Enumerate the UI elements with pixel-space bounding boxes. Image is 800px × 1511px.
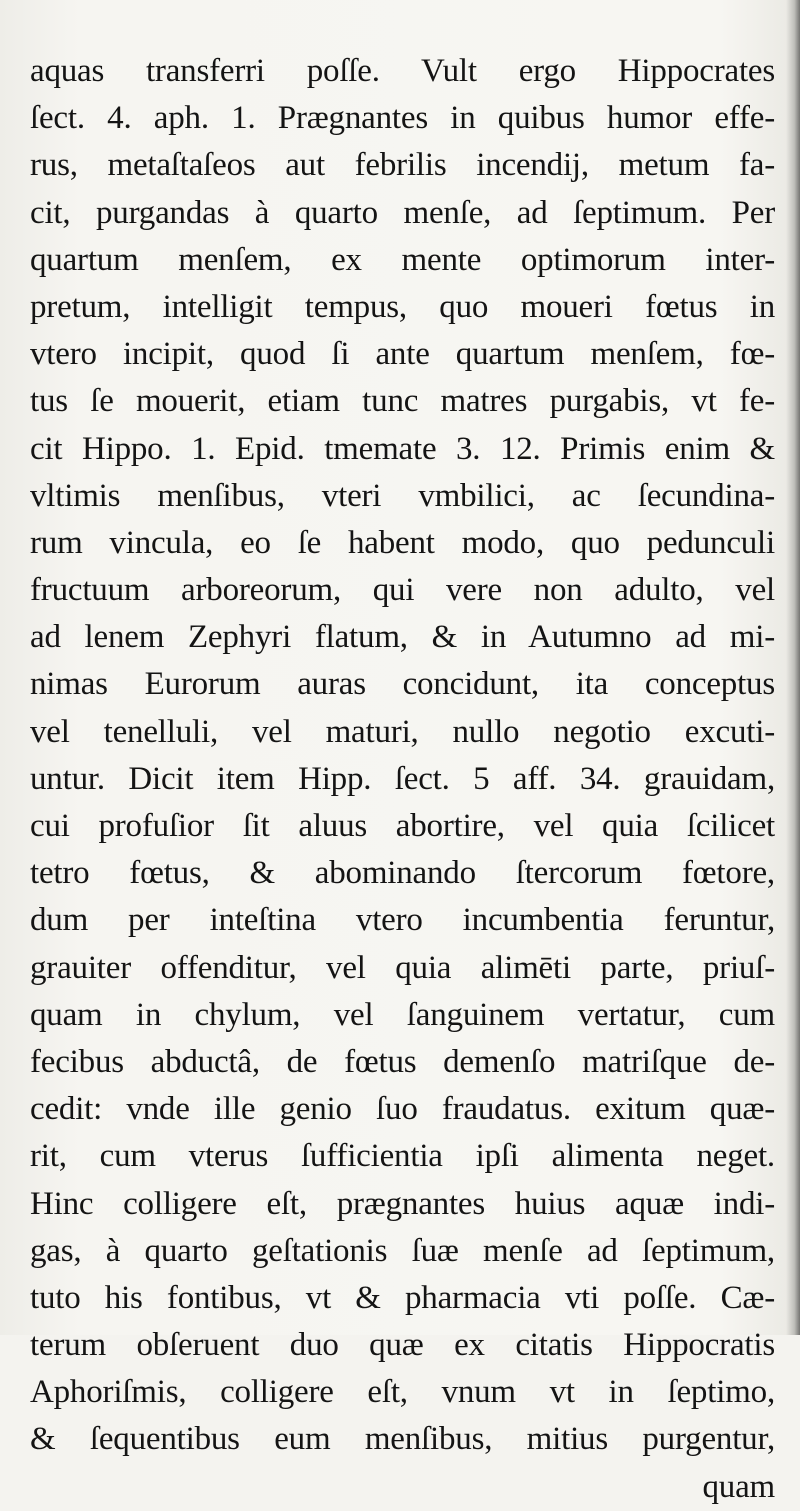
text-line: rum vincula, eo ſe habent modo, quo pedunculi: [30, 524, 775, 561]
text-line: rit, cum vterus ſufficientia ipſi alimenta neget.: [30, 1138, 775, 1175]
text-line: cit, purgandas à quarto menſe, ad ſeptimum. Per: [30, 194, 775, 231]
text-line: cit Hippo. 1. Epid. tmemate 3. 12. Primis enim &: [30, 430, 775, 467]
text-line: vltimis menſibus, vteri vmbilici, ac ſecundina-: [30, 477, 775, 514]
catchword: quam: [702, 1468, 775, 1505]
text-line: nimas Eurorum auras concidunt, ita conceptus: [30, 666, 775, 703]
text-line: untur. Dicit item Hipp. ſect. 5 aff. 34. grauidam,: [30, 760, 775, 797]
text-line: vel tenelluli, vel maturi, nullo negotio excuti-: [30, 713, 775, 750]
text-line: vtero incipit, quod ſi ante quartum menſem, fœ-: [30, 336, 775, 373]
text-line: tetro fœtus, & abominando ſtercorum fœtore,: [30, 855, 775, 892]
text-line: pretum, intelligit tempus, quo moueri fœtus in: [30, 288, 775, 325]
text-line: Aphoriſmis, colligere eſt, vnum vt in ſeptimo,: [30, 1374, 775, 1411]
text-line: & ſequentibus eum menſibus, mitius purgentur,: [30, 1421, 775, 1458]
text-line: quartum menſem, ex mente optimorum inter-: [30, 241, 775, 278]
body-text: [30, 48, 775, 1511]
text-line: Hinc colligere eſt, prægnantes huius aquæ indi-: [30, 1185, 775, 1222]
text-line: gas, à quarto geſtationis ſuæ menſe ad ſeptimum,: [30, 1232, 775, 1269]
text-line: quam in chylum, vel ſanguinem vertatur, cum: [30, 996, 775, 1033]
text-line: ſect. 4. aph. 1. Prægnantes in quibus humor effe-: [30, 100, 775, 137]
text-line: grauiter offenditur, vel quia alimēti parte, priuſ-: [30, 949, 775, 986]
text-line: ad lenem Zephyri flatum, & in Autumno ad mi-: [30, 619, 775, 656]
text-line: terum obſeruent duo quæ ex citatis Hippocratis: [30, 1327, 775, 1364]
text-line: rus, metaſtaſeos aut febrilis incendij, metum fa-: [30, 147, 775, 184]
page-edge-shadow: [786, 0, 800, 1335]
text-line: aquas transferri poſſe. Vult ergo Hippocrates: [30, 53, 775, 89]
text-line: tuto his fontibus, vt & pharmacia vti poſſe. Cæ-: [30, 1279, 775, 1316]
text-line: dum per inteſtina vtero incumbentia feruntur,: [30, 902, 775, 939]
text-line: fecibus abductâ, de fœtus demenſo matriſque de-: [30, 1043, 775, 1080]
text-line: tus ſe mouerit, etiam tunc matres purgabis, vt fe-: [30, 383, 775, 420]
text-line: cedit: vnde ille genio ſuo fraudatus. exitum quæ-: [30, 1091, 775, 1128]
text-line: fructuum arboreorum, qui vere non adulto, vel: [30, 572, 775, 609]
text-line: cui profuſior ſit aluus abortire, vel quia ſcilicet: [30, 808, 775, 844]
